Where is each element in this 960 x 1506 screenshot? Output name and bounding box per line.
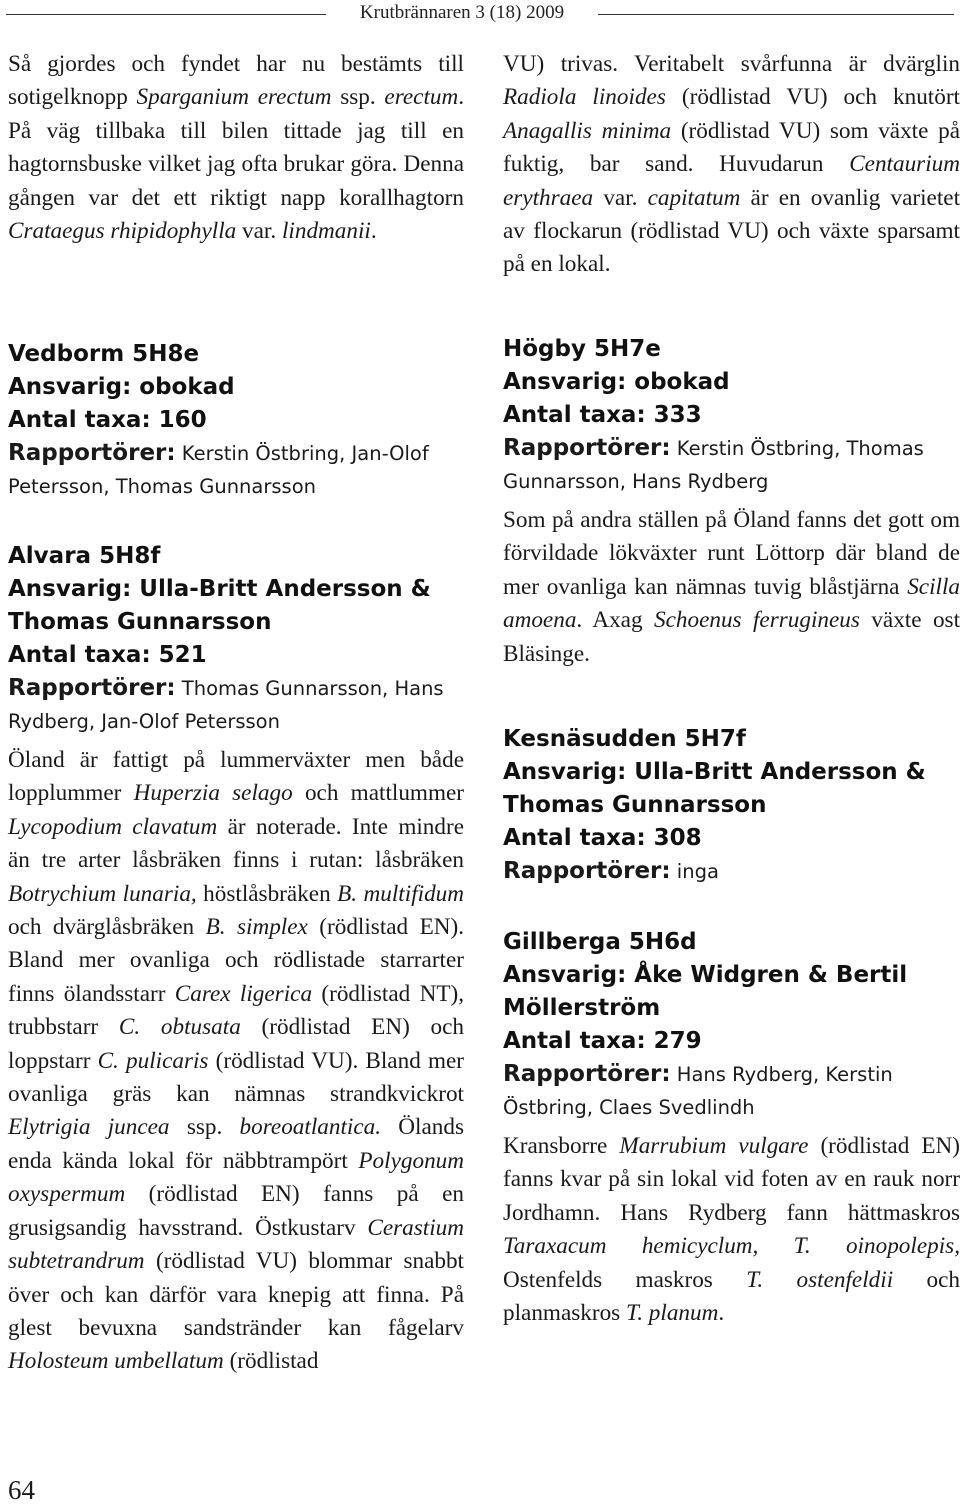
journal-title: Krutbrännaren 3 (18) 2009	[359, 2, 565, 23]
section-taxa-count: Antal taxa: 279	[503, 1028, 702, 1054]
section-responsible: Ansvarig: obokad	[8, 374, 235, 400]
section-reporters: Rapportörer: Kerstin Östbring, Jan-Olof Petersson, Thomas Gunnarsson	[8, 440, 429, 498]
section-taxa-count: Antal taxa: 160	[8, 407, 207, 433]
left-intro	[8, 48, 464, 248]
section-reporters: Rapportörer: Hans Rydberg, Kerstin Östbring, Claes Svedlindh	[503, 1061, 893, 1119]
section-reporters: Rapportörer: inga	[503, 858, 719, 884]
section-vedborm	[8, 338, 464, 503]
section-title: Kesnäsudden 5H7f	[503, 726, 746, 752]
section-title: Vedborm 5H8e	[8, 341, 200, 367]
right-intro-paragraph: VU) trivas. Veritabelt svårfunna är dvärglin Radiola linoides (rödlistad VU) och knutört Anagallis minima (rödlistad VU) som växte på fuktig, bar sand. Huvudarun Centaurium erythraea var. capitatum är en ovanlig varietet av flockarun (rödlistad VU) och växte sparsamt på en lokal.	[503, 51, 960, 278]
section-taxa-count: Antal taxa: 521	[8, 642, 207, 668]
section-hogby	[503, 333, 960, 671]
section-taxa-count: Antal taxa: 333	[503, 402, 702, 428]
section-title: Högby 5H7e	[503, 336, 661, 362]
left-intro-paragraph: Så gjordes och fyndet har nu bestämts till sotigelknopp Sparganium erectum ssp. erectum. På väg tillbaka till bilen tittade jag till en hagtornsbuske vilket jag ofta brukar göra. Denna gången var det ett riktigt napp korallhagtorn Crataegus rhipidophylla var. lindmanii.	[8, 51, 465, 245]
running-header	[0, 0, 960, 36]
section-kesnasudden	[503, 723, 960, 888]
section-title: Gillberga 5H6d	[503, 929, 697, 955]
section-responsible: Ansvarig: obokad	[503, 369, 730, 395]
section-gillberga	[503, 926, 960, 1330]
section-responsible: Ansvarig: Åke Widgren & Bertil Möllerström	[503, 962, 908, 1021]
section-body: Öland är fattigt på lummerväxter men både lopplummer Huperzia selago och mattlummer Lycopodium clavatum är noterade. Inte mindre än tre arter låsbräken finns i rutan: låsbräken Botrychium lunaria, höstlåsbräken B. multifidum och dvärglåsbräken B. simplex (rödlistad EN). Bland mer ovanliga och rödlistade starrarter finns ölandsstarr Carex ligerica (rödlistad NT), trubbstarr C. obtusata (rödlistad EN) och loppstarr C. pulicaris (rödlistad VU). Bland mer ovanliga gräs kan nämnas strandkvickrot Elytrigia juncea ssp. boreoatlantica. Ölands enda kända lokal för näbbtrampört Polygonum oxyspermum (rödlistad EN) fanns på en grusigsandig havsstrand. Östkustarv Cerastium subtetrandrum (rödlistad VU) blommar snabbt över och kan därför vara knepig att finna. På glest bevuxna sandstränder kan fågelarv Holosteum umbellatum (rödlistad	[8, 747, 465, 1375]
section-body: Kransborre Marrubium vulgare (rödlistad EN) fanns kvar på sin lokal vid foten av en rauk norr Jordhamn. Hans Rydberg fann hättmaskros Taraxacum hemicyclum, T. oinopolepis, Ostenfelds maskros T. ostenfeldii och planmaskros T. planum.	[503, 1133, 960, 1327]
section-responsible: Ansvarig: Ulla-Britt Andersson & Thomas Gunnarsson	[503, 759, 926, 818]
header-rule-right	[598, 14, 954, 15]
section-reporters: Rapportörer: Kerstin Östbring, Thomas Gunnarsson, Hans Rydberg	[503, 435, 924, 493]
section-body: Som på andra ställen på Öland fanns det gott om förvildade lökväxter runt Löttorp där bland de mer ovanliga kan nämnas tuvig blåstjärna Scilla amoena. Axag Schoenus ferrugineus växte ost Bläsinge.	[503, 507, 960, 667]
header-rule-left	[6, 14, 326, 15]
section-alvara	[8, 540, 464, 1379]
section-responsible: Ansvarig: Ulla-Britt Andersson & Thomas Gunnarsson	[8, 576, 431, 635]
section-title: Alvara 5H8f	[8, 543, 161, 569]
section-reporters: Rapportörer: Thomas Gunnarsson, Hans Rydberg, Jan-Olof Petersson	[8, 675, 444, 733]
page-number: 64	[8, 1475, 35, 1505]
section-taxa-count: Antal taxa: 308	[503, 825, 702, 851]
right-intro	[503, 48, 960, 282]
